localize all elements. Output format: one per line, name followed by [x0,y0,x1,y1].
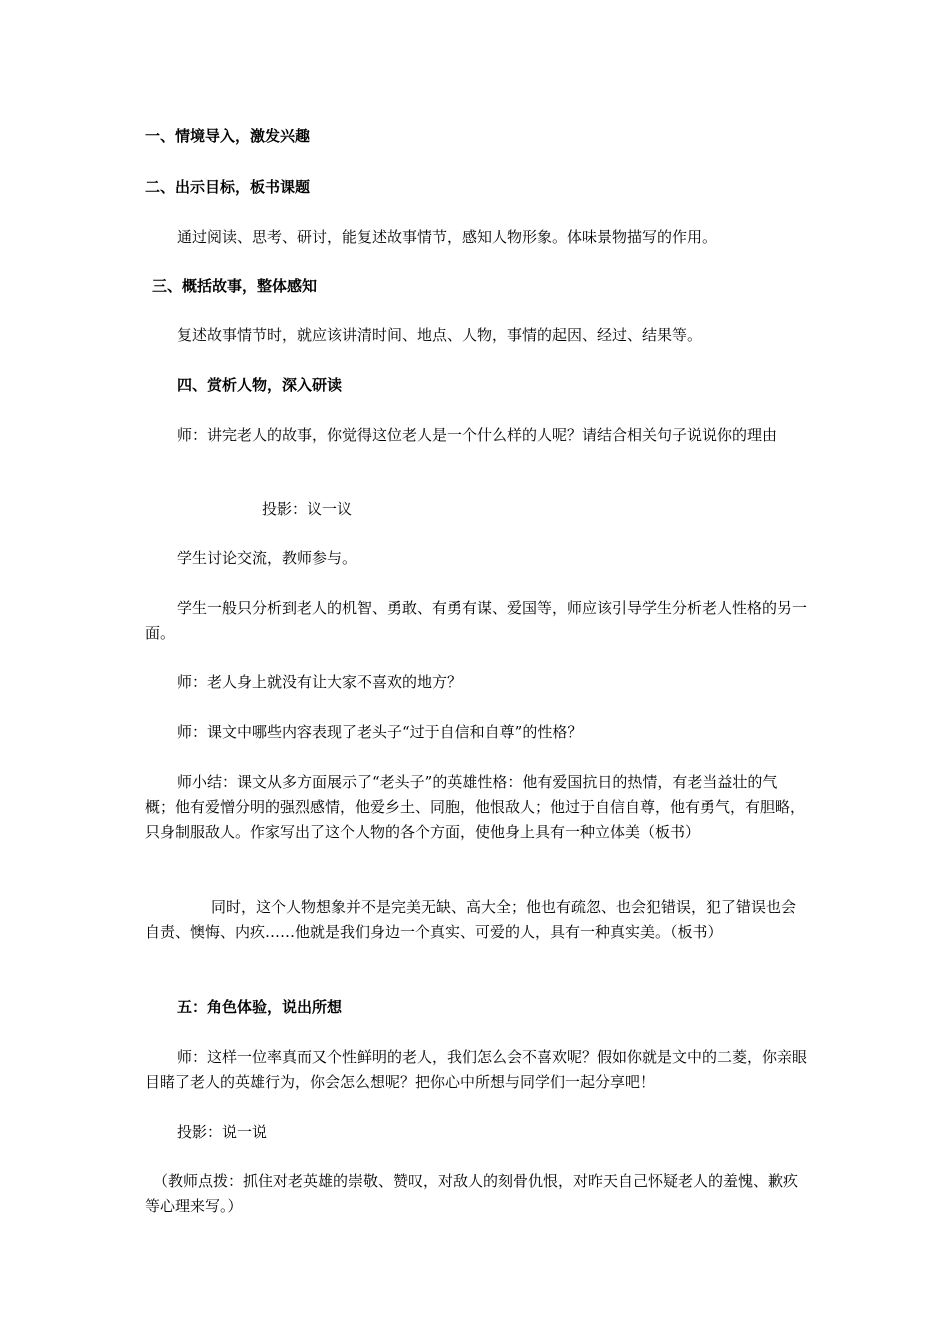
section-4-question-3: 师：课文中哪些内容表现了老头子“过于自信和自尊”的性格？ [177,723,583,741]
section-5-projection: 投影：说一说 [177,1123,268,1141]
section-4-question-1: 师：讲完老人的故事，你觉得这位老人是一个什么样的人呢？请结合相关句子说说你的理由 [177,426,778,444]
section-4-question-2: 师：老人身上就没有让大家不喜欢的地方？ [177,673,463,691]
section-4-discussion: 学生讨论交流，教师参与。 [177,549,358,567]
section-2-heading: 二、出示目标，板书课题 [145,178,311,196]
section-4-guidance: 学生一般只分析到老人的机智、勇敢、有勇有谋、爱国等，师应该引导学生分析老人性格的另一面。 [145,599,808,642]
section-4-summary: 师小结：课文从多方面展示了“老头子”的英雄性格：他有爱国抗日的热情，有老当益壮的气概；他有爱憎分明的强烈感情，他爱乡土、同胞，他恨敌人；他过于自信自尊，他有勇气，有胆略，只身制服敌人。作家写出了这个人物的各个方面，使他身上具有一种立体美（板书） [145,773,806,841]
section-4-summary-2: 同时，这个人物想象并不是完美无缺、高大全；他也有疏忽、也会犯错误，犯了错误也会自责、懊悔、内疚……他就是我们身边一个真实、可爱的人，具有一种真实美。（板书） [145,898,797,941]
section-5-question: 师：这样一位率真而又个性鲜明的老人，我们怎么会不喜欢呢？假如你就是文中的二菱，你亲眼目睹了老人的英雄行为，你会怎么想呢？把你心中所想与同学们一起分享吧！ [145,1048,808,1091]
section-3-heading: 三、概括故事，整体感知 [152,277,318,295]
section-5-heading: 五：角色体验，说出所想 [177,998,343,1016]
section-3-text: 复述故事情节时，就应该讲清时间、地点、人物，事情的起因、经过、结果等。 [177,326,703,344]
section-4-heading: 四、赏析人物，深入研读 [177,376,343,394]
section-5-tip: （教师点拨：抓住对老英雄的崇敬、赞叹，对敌人的刻骨仇恨，对昨天自己怀疑老人的羞愧、歉疚等心理来写。） [145,1172,799,1215]
section-1-heading: 一、情境导入，激发兴趣 [145,127,311,145]
section-2-text: 通过阅读、思考、研讨，能复述故事情节，感知人物形象。体味景物描写的作用。 [177,228,718,246]
section-4-projection: 投影：议一议 [262,500,353,518]
